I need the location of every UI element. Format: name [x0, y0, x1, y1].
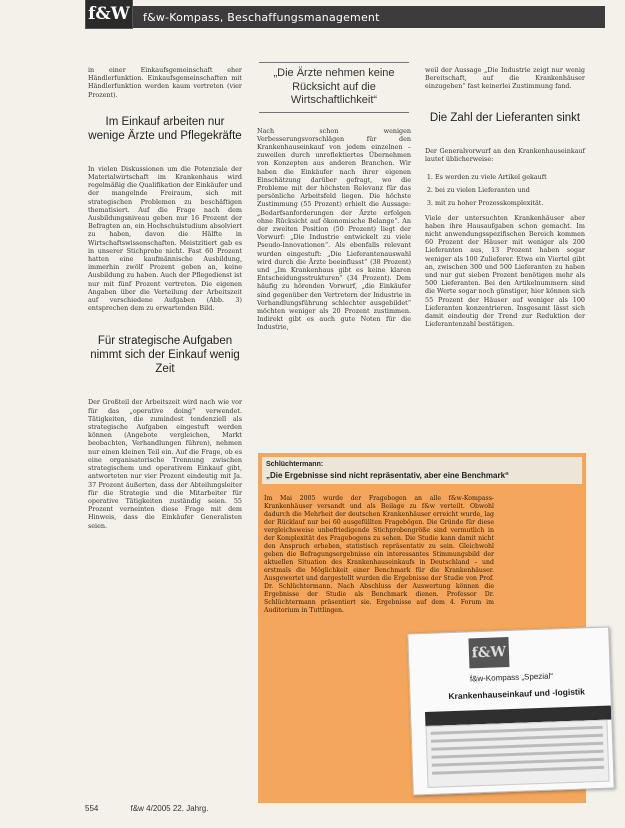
quote-rule-top: [259, 62, 409, 63]
list-item: 2. bei zu vielen Lieferanten und: [435, 186, 585, 194]
info-box-header: [262, 457, 582, 484]
brochure-title: f&w-Kompass „Spezial“: [469, 671, 554, 684]
page-footer: [85, 804, 208, 813]
col1-heading-2: Für strategische Aufgaben nimmt sich der Einkauf wenig Zeit: [90, 335, 240, 376]
publication-logo: f&W: [85, 0, 133, 29]
brochure-cover-image: [407, 627, 615, 796]
brochure-logo: f&W: [468, 637, 509, 668]
brochure-form-preview: [425, 720, 609, 788]
col3-list: [425, 173, 585, 208]
info-box-label: Schlüchtermann:: [266, 461, 324, 468]
col3-heading-1: Die Zahl der Lieferanten sinkt: [429, 111, 581, 124]
quote-rule-bottom: [259, 112, 409, 113]
column-1: [88, 66, 242, 530]
list-item: 1. Es werden zu viele Artikel gekauft: [435, 173, 585, 181]
col1-paragraph-2: In vielen Diskussionen um die Potenziale der Materialwirtschaft im Krankenhaus wird regelmäßig die Qualifikation der Einkäufer und der mangelnde Freiraum, sich mit strategischen Problemen zu beschäftigen thematisiert. Auf die Frage nach dem Ausbildungsniveau geben nur 16 Prozent der Befragten an, ein Hochschulstudium absolviert zu haben, davon die Hälfte in Wirtschaftswissenschaften. Meistzitiert gab es in unserer Stichprobe nicht. Fast 60 Prozent hatten eine kaufmännische Ausbildung, immerhin zwölf Prozent geben an, keine Ausbildung zu haben. Auch der Pflegedienst ist nur mit fünf Prozent vertreten. Die eigenen Angaben über die Verteilung der Arbeitszeit auf verschiedene Aufgaben (Abb. 3) entsprechen dem zu erwartenden Bild.: [88, 164, 242, 313]
page-header: [85, 6, 605, 28]
info-box-text: Im Mai 2005 wurde der Fragebogen an alle f&w-Kompass-Krankenhäuser versandt und als Beilage zu f&w verteilt. Obwohl dadurch die Mehrheit der deutschen Krankenhäuser erreicht wurde, lag der Rücklauf nur bei 60 ausgefüllten Fragebögen. Die Gründe für diese vergleichsweise unbefriedigende Stichprobengröße sind vermutlich in der Komplexität des Fragebogens zu sehen. Die Studie kann damit nicht den Anspruch erheben, statistisch repräsentativ zu sein. Gleichwohl geben die Befragungsergebnisse ein interessantes Stimmungsbild der aktuellen Situation des Krankenhauseinkaufs in Deutschland – und erstmals die Möglichkeit einer Benchmark für die Krankenhäuser. Ausgewertet und dargestellt wurden die Ergebnisse der Studie von Prof. Dr. Schlüchtermann. Nach Abschluss der Auswertung können die Ergebnisse der Studie als Benchmark dienen. Professor Dr. Schlüchtermann präsentiert sie. Ergebnisse auf dem 4. Forum im Auditorium in Tuttlingen.: [264, 495, 494, 614]
column-2: [257, 62, 411, 332]
brochure-subtitle: Krankenhauseinkauf und -logistik: [448, 686, 586, 702]
column-3: [425, 66, 585, 328]
col3-paragraph-2: Der Generalvorwurf an den Krankenhauseinkauf lautet üblicherweise:: [425, 146, 585, 163]
section-title: f&w-Kompass, Beschaffungsmanagement: [143, 10, 380, 24]
col1-heading-1: Im Einkauf arbeiten nur wenige Ärzte und Pflegekräfte: [88, 115, 242, 142]
page-number: 554: [85, 804, 99, 813]
col3-paragraph-1: weil der Aussage „Die Industrie zeigt nur wenig Bereitschaft, auf die Krankenhäuser einzugehen“ fast keinerlei Zustimmung fand.: [425, 66, 585, 91]
col3-paragraph-3: Viele der untersuchten Krankenhäuser aber haben ihre Hausaufgaben schon gemacht. Im nicht anwendungsspezifischen Bereich kommen 60 Prozent der Häuser mit weniger als 200 Lieferanten aus, 13 Prozent haben sogar weniger als 100 Zulieferer. Etwa ein Viertel gibt an, zwischen 300 und 500 Lieferanten zu haben und nur gut sieben Prozent benötigen mehr als 500 Lieferanten. Bei den Artikelnummern sind die Werte sogar noch günstiger, hier können sich 55 Prozent der Häuser auf weniger als 100 Lieferanten konzentrieren. Insgesamt lässt sich damit eindeutig der Trend zur Reduktion der Lieferantenzahl bestätigen.: [425, 213, 585, 329]
col1-paragraph-1: in einer Einkaufsgemeinschaft eher Händlerfunktion. Einkaufsgemeinschaften mit Händlerfunktion werden kaum vertreten (vier Prozent).: [88, 66, 242, 99]
info-box-headline: „Die Ergebnisse sind nicht repräsentativ, aber eine Benchmark“: [266, 471, 510, 480]
pull-quote: „Die Ärzte nehmen keine Rücksicht auf die Wirtschaftlichkeit“: [273, 67, 395, 106]
col2-paragraph-1: Nach schon wenigen Verbesserungsvorschlägen für den Krankenhauseinkauf von jedem einzelnen – zuweilen durch unreflektiertes Übernehmen von Konzepten aus anderen Branchen. Wir haben die Einkäufer nach ihrer eigenen Einschätzung darüber gefragt, wo die Probleme mit der höchsten Relevanz für das persönliche Arbeitsfeld liegen. Die höchste Zustimmung (55 Prozent) erhielt die Aussage: „Bedarfsanforderungen der Ärzte erfolgen ohne Rücksicht auf ökonomische Belange“. An der zweiten Position (50 Prozent) liegt der Vorwurf: „Die Industrie entwickelt zu viele Pseudo-Innovationen“. Als ebenfalls relevant wurden eingestuft: „Die Lieferantenauswahl wird durch die Ärzte beeinflusst“ (38 Prozent) und „Im Krankenhaus gibt es keine klaren Entscheidungsstrukturen“ (34 Prozent). Dem häufig zu hörenden Vorwurf, „die Einkäufer sind gegenüber den Vertretern der Industrie in Verhandlungsführung schlechter ausgebildet“ möchten weniger als 20 Prozent zustimmen. Indirekt gibt es auch gute Noten für die Industrie,: [257, 126, 411, 332]
col1-paragraph-3: Der Großteil der Arbeitszeit wird nach wie vor für das „operative doing“ verwendet. Tätigkeiten, die zumindest tendenziell als strategische Aufgaben eingestuft werden können (Angebote vergleichen, Markt beobachten, Verhandlungen führen), nehmen nur einen kleinen Teil ein. Auf die Frage, ob es eine organisatorische Trennung zwischen strategischem und operativem Einkauf gibt, antworteten nur vier Prozent eindeutig mit Ja. 37 Prozent äußerten, dass der Abteilungsleiter für die Strategie und die Mitarbeiter für operative Tätigkeiten zuständig seien. 55 Prozent verneinten diese Frage mit dem Hinweis, dass die Einkäufer Generalisten seien.: [88, 398, 242, 530]
list-item: 3. mit zu hoher Prozesskomplexität.: [435, 199, 585, 207]
issue-info: f&w 4/2005 22. Jahrg.: [130, 804, 209, 813]
